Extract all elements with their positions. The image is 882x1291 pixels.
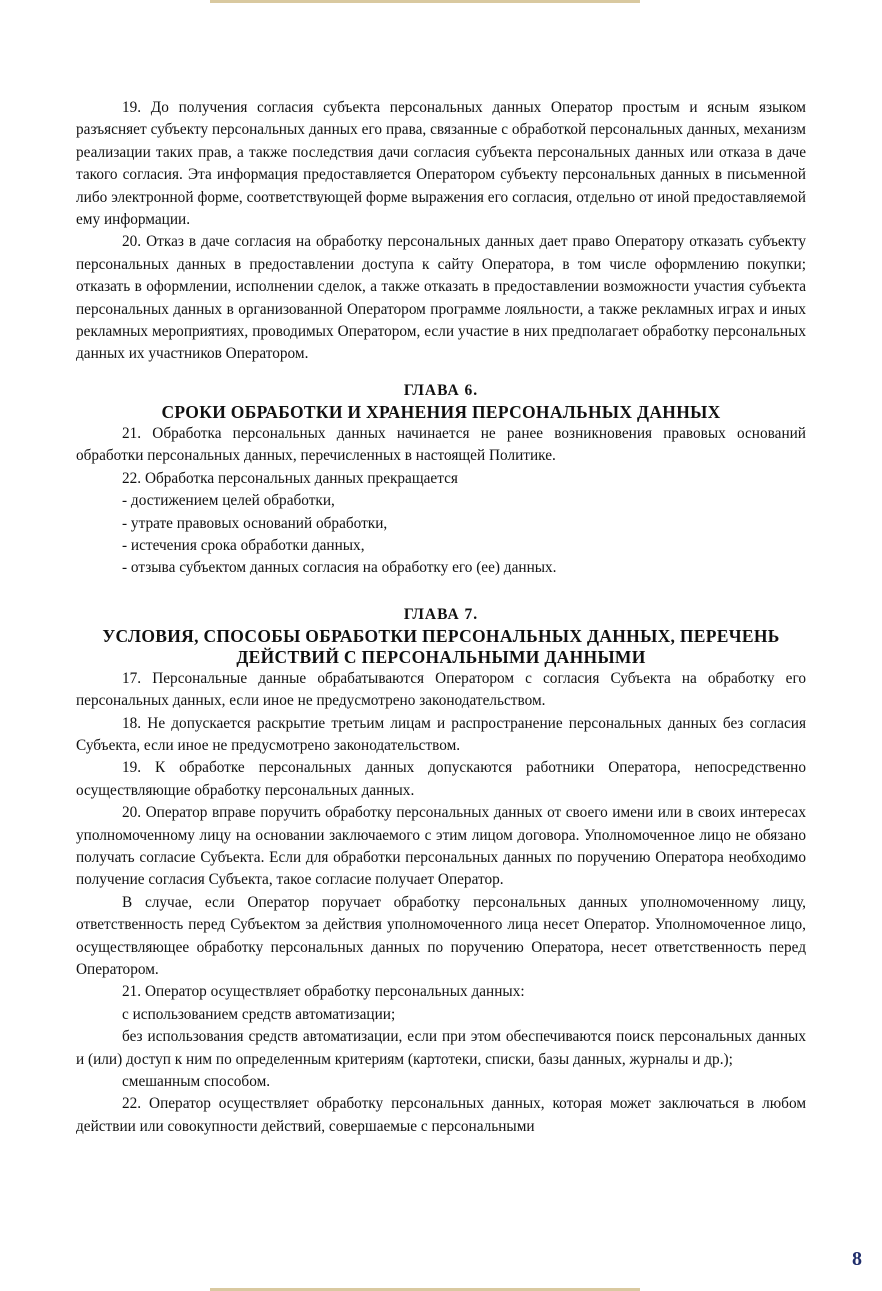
paragraph-7-21-item-a: с использованием средств автоматизации;	[122, 1005, 396, 1023]
chapter-7-number: ГЛАВА 7.	[403, 605, 479, 623]
paragraph-7-21-item-b: без использования средств автоматизации, если при этом обеспечиваются поиск персональных данных и (или) доступ к ним по определенным критериям (картотеки, списки, базы данных, журналы и др.);	[76, 1028, 806, 1068]
paragraph-22: 22. Обработка персональных данных прекращается	[122, 469, 458, 487]
paragraph-7-20: 20. Оператор вправе поручить обработку персональных данных от своего имени или в своих интересах уполномоченному лицу на основании заключаемого с этим лицом договора. Уполномоченное лицо не обязано получать согласие Субъекта. Если для обработки персональных данных по поручению Оператора необходимо получение согласия Субъекта, такое согласие получает Оператор.	[76, 804, 806, 889]
paragraph-20: 20. Отказ в даче согласия на обработку персональных данных дает право Оператору отказать субъекту персональных данных в предоставлении доступа к сайту Оператора, в том числе оформлению покупки; отказать в оформлении, исполнении сделок, а также отказать в предоставлении возможности участия субъекта персональных данных в организованной Оператором программе лояльности, а также рекламных играх и иных рекламных мероприятиях, проводимых Оператором, если участие в них предполагает обработку персональных данных их участников Оператором.	[76, 233, 806, 363]
paragraph-7-20-continued: В случае, если Оператор поручает обработку персональных данных уполномоченному лицу, ответственность перед Субъектом за действия уполномоченного лица несет Оператор. Уполномоченное лицо, осуществляющее обработку персональных данных по поручению Оператора, несет ответственность перед Оператором.	[76, 893, 806, 978]
chapter-6-heading	[76, 380, 806, 423]
chapter-6-number: ГЛАВА 6.	[403, 381, 479, 399]
list-item: - утрате правовых оснований обработки,	[122, 514, 388, 532]
paragraph-21: 21. Обработка персональных данных начинается не ранее возникновения правовых оснований обработки персональных данных, перечисленных в настоящей Политике.	[76, 424, 806, 465]
chapter-6-title: СРОКИ ОБРАБОТКИ И ХРАНЕНИЯ ПЕРСОНАЛЬНЫХ ДАННЫХ	[161, 401, 721, 422]
paragraph-7-21-item-c: смешанным способом.	[122, 1073, 271, 1091]
page-number: 8	[852, 1248, 862, 1270]
chapter-7-heading	[76, 604, 806, 668]
list-item: - истечения срока обработки данных,	[122, 536, 365, 554]
paragraph-7-19: 19. К обработке персональных данных допускаются работники Оператора, непосредственно осуществляющие обработку персональных данных.	[76, 759, 806, 799]
list-item: - отзыва субъектом данных согласия на обработку его (ее) данных.	[122, 559, 557, 577]
chapter-7-title: УСЛОВИЯ, СПОСОБЫ ОБРАБОТКИ ПЕРСОНАЛЬНЫХ ДАННЫХ, ПЕРЕЧЕНЬ ДЕЙСТВИЙ С ПЕРСОНАЛЬНЫМИ ДАННЫМИ	[102, 625, 780, 667]
scan-edge-top	[210, 0, 640, 3]
paragraph-7-18: 18. Не допускается раскрытие третьим лицам и распространение персональных данных без согласия Субъекта, если иное не предусмотрено законодательством.	[76, 714, 806, 754]
paragraph-19: 19. До получения согласия субъекта персональных данных Оператор простым и ясным языком разъясняет субъекту персональных данных его права, связанные с обработкой персональных данных, механизм реализации таких прав, а также последствия дачи согласия субъекта персональных данных или отказа в даче такого согласия. Эта информация предоставляется Оператором субъекту персональных данных в письменной либо электронной форме, соответствующей форме выражения его согласия, отдельно от иной предоставляемой ему информации.	[76, 99, 806, 229]
paragraph-7-22: 22. Оператор осуществляет обработку персональных данных, которая может заключаться в любом действии или совокупности действий, совершаемые с персональными	[76, 1095, 806, 1135]
list-item: - достижением целей обработки,	[122, 492, 335, 510]
paragraph-7-17: 17. Персональные данные обрабатываются Оператором с согласия Субъекта на обработку его персональных данных, если иное не предусмотрено законодательством.	[76, 669, 806, 710]
paragraph-7-21: 21. Оператор осуществляет обработку персональных данных:	[122, 983, 525, 1001]
document-page	[76, 97, 806, 1138]
